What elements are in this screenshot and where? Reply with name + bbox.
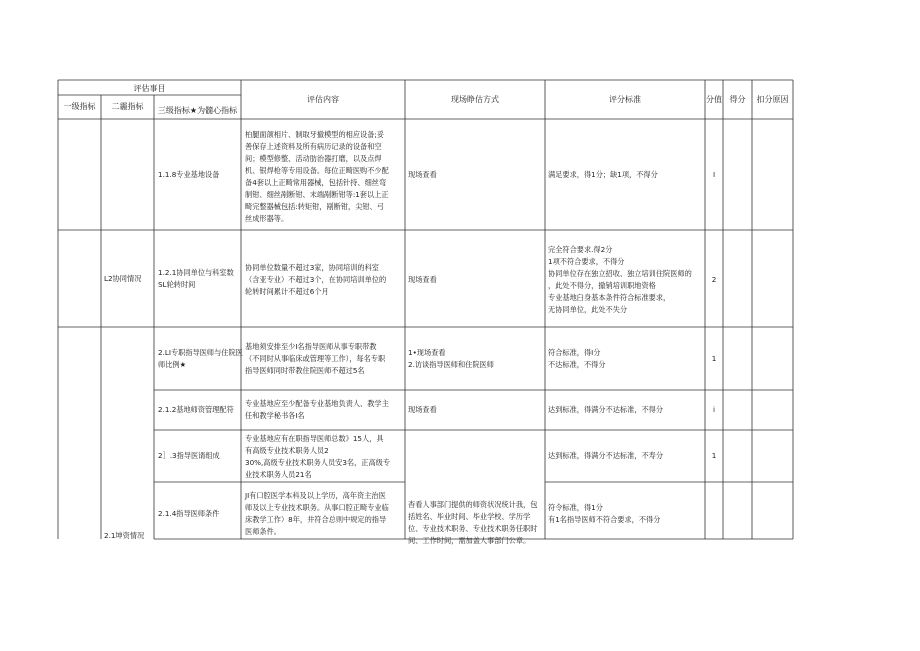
row1-method: 现场查看 bbox=[408, 275, 437, 284]
row0-score: I bbox=[712, 170, 716, 179]
row4-content-line: 专业基地应有在职指导医师总数》15人，具 bbox=[245, 434, 384, 443]
header-level2: 二霾指标 bbox=[111, 102, 144, 111]
row0-content bbox=[245, 129, 389, 225]
row0-content-line: 制钳、细丝剐断钳、末端剐断钳等:1套以上正 bbox=[245, 190, 389, 199]
row0-content-line: 备4套以上正畸常用器械，包括针持、细丝弯 bbox=[245, 178, 387, 187]
row2-standard-line: 符合标准，得I分 bbox=[548, 348, 601, 357]
row4-content-line: 30%,高级专业技术职务人员安3名，正高级专 bbox=[245, 458, 391, 467]
row2-method-line: 1•现场查看 bbox=[408, 348, 446, 357]
header-content: 评估内容 bbox=[307, 95, 339, 104]
row5-level3: 2.1.4指导医师条件 bbox=[158, 509, 220, 518]
row0-standard: 满足要求，得1分；缺1项，不得分 bbox=[548, 170, 658, 179]
row1-standard-line: 协同单位存在独立招收、独立培训住院医师的 bbox=[548, 269, 692, 278]
row1-content-line: 协同单位数量不超过3家，协同培训的科室 bbox=[245, 263, 379, 272]
row1-level3-line: SL轮转时间 bbox=[158, 280, 196, 289]
row0-content-line: 间；模型修整、活动肪治器打磨，以及点焊 bbox=[245, 154, 382, 163]
row0-content-line: 丝成形器等。 bbox=[245, 214, 289, 223]
row1-content-line: 轮转时间累计不超过6个月 bbox=[245, 287, 329, 296]
row2-content-line: （不同时从事临床或管理等工作），每名专职 bbox=[245, 354, 386, 363]
row5-content-line: JI有口腔医学本科及以上学历，高年资主治医 bbox=[245, 491, 386, 500]
row3-method: 现场查看 bbox=[408, 405, 437, 414]
row2-score: 1 bbox=[711, 354, 717, 363]
row1-standard-line: 1项不符合要求，不得分 bbox=[548, 257, 625, 266]
row5-method-line: 括姓名、毕业时间、毕业学校、学历学 bbox=[408, 512, 531, 521]
row1-standard-line: ，此处不得分，撤销培训职地资格 bbox=[548, 281, 656, 290]
row2-level3-line: 师比例★ bbox=[158, 360, 187, 369]
row0-content-line: 柏腿面颌相片、制取牙撤模型的相应设备;妥 bbox=[245, 130, 384, 139]
row0-method: 现场查看 bbox=[408, 170, 437, 179]
row0-content-line: 畸完整器械包括:转矩钳，剐断钳，尖钳、弓 bbox=[245, 202, 384, 211]
header-level3: 三级指标★为髓心指标 bbox=[157, 106, 238, 115]
row4-content-line: 有高级专业技术职务人员2 bbox=[245, 446, 329, 455]
header-deduct: 扣分原因 bbox=[756, 95, 789, 104]
row3-level3: 2.1.2基地师资管理配符 bbox=[158, 405, 234, 414]
row2-content-line: 基地须安排至少I名指导医师从事专职带教 bbox=[245, 342, 377, 351]
row3-score: i bbox=[713, 405, 715, 414]
row2-standard-line: 不达标准，不得分 bbox=[548, 360, 606, 369]
row5-content-line: 师及以上专业技术职务。从事口腔正畸专业临 bbox=[245, 503, 389, 512]
row5-method-line: 间、工作时间，需加盖人事部门公章。 bbox=[408, 536, 531, 545]
row0-content-line: 善保存上述资料及所有病历记录的设备和空 bbox=[245, 142, 382, 151]
row5-level2: 2.1坤资情况 bbox=[104, 531, 145, 540]
row5-standard-line: 有1名指导医师不符合要求，不得分 bbox=[548, 515, 661, 524]
row1-content-line: （含亚专业）不超过3个，在协同培训单位的 bbox=[245, 275, 387, 284]
header-level1: 一级指标 bbox=[63, 102, 96, 111]
header-group: 评估事目 bbox=[133, 84, 166, 93]
row3-content-line: 专业基地应至少配备专业基地负责人、教学主 bbox=[245, 399, 389, 408]
row3-content-line: 任和教学秘书各I名 bbox=[245, 411, 305, 420]
row1-standard-line: 专业基地臼身基本条件符合标准要求， bbox=[548, 293, 671, 302]
row5-content-line: 床教学工作）8年，井符合总则中规定的指导 bbox=[245, 515, 387, 524]
row2-content-line: 指导医师同时带教住院医师不超过5名 bbox=[245, 366, 365, 375]
row2-method-line: 2.访谈指导医师和住院医师 bbox=[408, 360, 494, 369]
row1-level3-line: 1.2.1协同单位与科室数 bbox=[158, 268, 234, 277]
row0-content-line: 机、银焊枪等专用设备。每位正畸医购不少配 bbox=[245, 166, 389, 175]
row5-standard-line: 符令标准，得1分 bbox=[548, 503, 603, 512]
header-standard: 评分标准 bbox=[609, 95, 641, 104]
row4-score: 1 bbox=[711, 451, 717, 460]
row5-method-line: 杳看人事部门提供的师资状况统计我，包 bbox=[408, 500, 538, 509]
header-score: 分值 bbox=[706, 95, 722, 104]
row3-standard: 达到标准，得满分不达标准，不得分 bbox=[548, 405, 664, 414]
row4-standard: 达到标准，得满分不达标准，不寿分 bbox=[548, 451, 664, 460]
header-got: 得分 bbox=[729, 95, 746, 104]
header-method: 现场睁估方式 bbox=[451, 95, 499, 104]
row1-score: 2 bbox=[711, 275, 717, 284]
row4-content-line: 业技术职务人员21名 bbox=[245, 470, 312, 479]
row1-level2: L2协同情况 bbox=[104, 274, 142, 283]
row5-content-line: 医师条件。 bbox=[245, 527, 281, 536]
row1-standard-line: 完全符合要求.得2分 bbox=[548, 245, 613, 254]
row0-level3: 1.1.8专业基地设备 bbox=[158, 170, 220, 179]
row5-method-line: 位、专业技术职务、专业技术职务任职时 bbox=[408, 524, 538, 533]
row2-level3-line: 2.LI专职指导医师与住院医 bbox=[158, 348, 243, 357]
row1-standard-line: 无协同单位，此处不失分 bbox=[548, 305, 628, 314]
row4-level3: 2］.3指导医谞组成 bbox=[158, 451, 220, 460]
